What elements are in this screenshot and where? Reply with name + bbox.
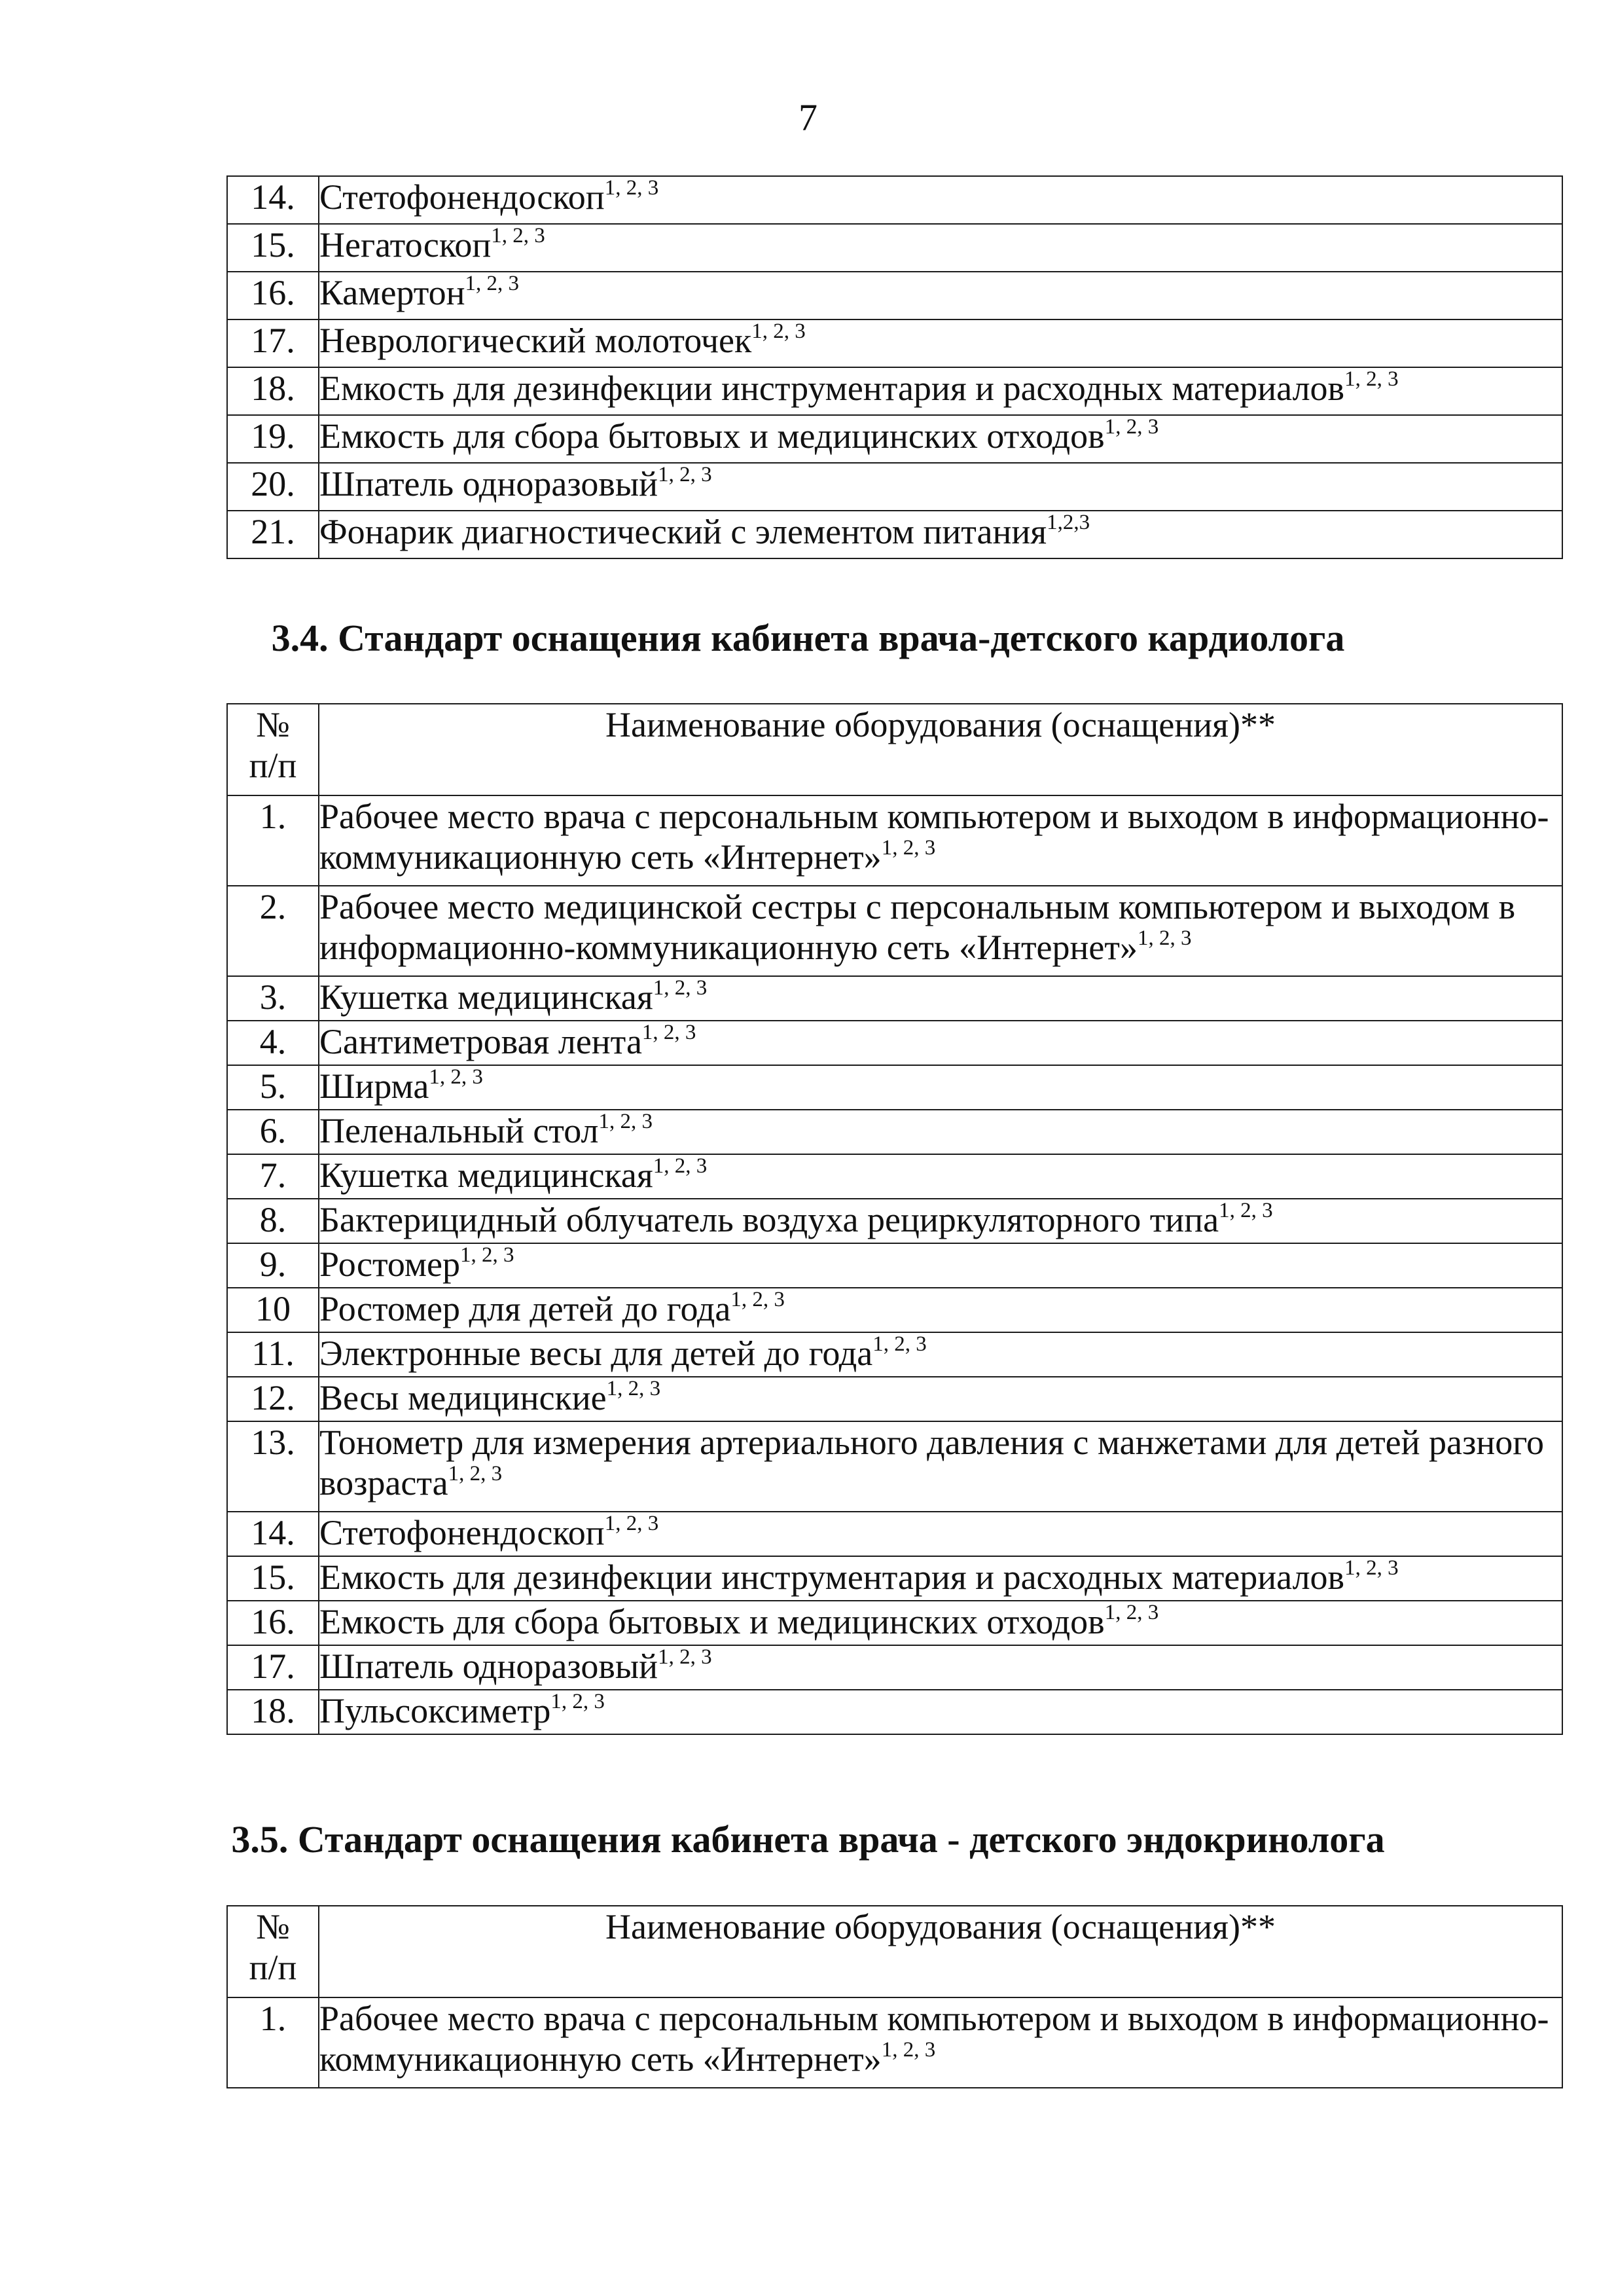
row-number: 19. — [227, 415, 319, 463]
row-number: 8. — [227, 1199, 319, 1243]
row-number: 12. — [227, 1377, 319, 1421]
equipment-name-text: Ростомер для детей до года — [319, 1289, 731, 1328]
table-row — [227, 463, 1562, 511]
footnote-marker: 1, 2, 3 — [1104, 1601, 1159, 1624]
equipment-name-text: Пеленальный стол — [319, 1111, 599, 1150]
equipment-table-continued — [226, 175, 1563, 559]
row-equipment-name — [319, 1512, 1562, 1556]
table-row — [227, 1601, 1562, 1645]
table-header-row — [227, 704, 1562, 795]
table-row — [227, 272, 1562, 319]
equipment-name-text: Неврологический молоточек — [319, 321, 752, 360]
table-row — [227, 224, 1562, 272]
row-equipment-name — [319, 886, 1562, 976]
row-equipment-name — [319, 1645, 1562, 1690]
table-row — [227, 886, 1562, 976]
footnote-marker: 1,2,3 — [1047, 511, 1090, 534]
row-equipment-name — [319, 795, 1562, 886]
row-number: 16. — [227, 272, 319, 319]
table-row — [227, 1199, 1562, 1243]
footnote-marker: 1, 2, 3 — [658, 1645, 712, 1669]
footnote-marker: 1, 2, 3 — [653, 976, 708, 1000]
table-row — [227, 176, 1562, 224]
footnote-marker: 1, 2, 3 — [598, 1110, 653, 1133]
equipment-name-text: Негатоскоп — [319, 225, 492, 264]
footnote-marker: 1, 2, 3 — [465, 272, 519, 295]
row-number: 16. — [227, 1601, 319, 1645]
equipment-name-text: Шпатель одноразовый — [319, 464, 658, 503]
row-equipment-name — [319, 176, 1562, 224]
footnote-marker: 1, 2, 3 — [751, 319, 806, 343]
row-equipment-name — [319, 1556, 1562, 1601]
header-num: № п/п — [227, 704, 319, 795]
equipment-name-text: Пульсоксиметр — [319, 1691, 551, 1730]
table-row — [227, 1154, 1562, 1199]
equipment-name-text: Ростомер — [319, 1245, 460, 1284]
row-number: 15. — [227, 1556, 319, 1601]
table-row — [227, 1997, 1562, 2088]
row-number: 10 — [227, 1288, 319, 1332]
equipment-name-text: Ширма — [319, 1066, 429, 1106]
footnote-marker: 1, 2, 3 — [606, 1377, 661, 1400]
header-name: Наименование оборудования (оснащения)** — [319, 1906, 1562, 1997]
header-name: Наименование оборудования (оснащения)** — [319, 704, 1562, 795]
footnote-marker: 1, 2, 3 — [658, 463, 712, 486]
row-equipment-name — [319, 1690, 1562, 1734]
equipment-table-endocrinologist — [226, 1905, 1563, 2088]
footnote-marker: 1, 2, 3 — [1219, 1199, 1273, 1222]
page-number: 7 — [799, 96, 817, 139]
row-equipment-name — [319, 1332, 1562, 1377]
row-number: 18. — [227, 367, 319, 415]
equipment-name-text: Емкость для сбора бытовых и медицинских отходов — [319, 1602, 1105, 1641]
table-row — [227, 1690, 1562, 1734]
footnote-marker: 1, 2, 3 — [641, 1021, 696, 1044]
table-row — [227, 1377, 1562, 1421]
row-number: 1. — [227, 1997, 319, 2088]
row-number: 18. — [227, 1690, 319, 1734]
equipment-name-text: Камертон — [319, 273, 465, 312]
row-equipment-name — [319, 224, 1562, 272]
equipment-name-text: Кушетка медицинская — [319, 1156, 653, 1195]
equipment-name-text: Сантиметровая лента — [319, 1022, 642, 1061]
row-equipment-name — [319, 319, 1562, 367]
footnote-marker: 1, 2, 3 — [653, 1154, 708, 1178]
footnote-marker: 1, 2, 3 — [429, 1065, 483, 1089]
row-number: 20. — [227, 463, 319, 511]
row-equipment-name — [319, 1154, 1562, 1199]
row-number: 6. — [227, 1110, 319, 1154]
row-equipment-name — [319, 1110, 1562, 1154]
row-number: 14. — [227, 1512, 319, 1556]
footnote-marker: 1, 2, 3 — [1344, 1556, 1399, 1580]
equipment-name-text: Фонарик диагностический с элементом питания — [319, 512, 1047, 551]
row-equipment-name — [319, 1601, 1562, 1645]
footnote-marker: 1, 2, 3 — [460, 1243, 514, 1267]
equipment-name-text: Тонометр для измерения артериального давления с манжетами для детей разного возраста — [319, 1423, 1545, 1503]
footnote-marker: 1, 2, 3 — [730, 1288, 785, 1311]
equipment-name-text: Емкость для дезинфекции инструментария и расходных материалов — [319, 369, 1345, 408]
header-num: № п/п — [227, 1906, 319, 1997]
equipment-name-text: Электронные весы для детей до года — [319, 1334, 873, 1373]
table-row — [227, 795, 1562, 886]
table-row — [227, 1110, 1562, 1154]
row-equipment-name — [319, 1288, 1562, 1332]
row-equipment-name — [319, 1065, 1562, 1110]
footnote-marker: 1, 2, 3 — [872, 1332, 927, 1356]
table-row — [227, 415, 1562, 463]
table-row — [227, 1556, 1562, 1601]
row-number: 17. — [227, 319, 319, 367]
row-equipment-name — [319, 272, 1562, 319]
row-number: 9. — [227, 1243, 319, 1288]
row-equipment-name — [319, 415, 1562, 463]
row-number: 2. — [227, 886, 319, 976]
equipment-table-cardiologist — [226, 703, 1563, 1735]
equipment-name-text: Рабочее место врача с персональным компьютером и выходом в информационно-коммуникационную сеть «Интернет» — [319, 797, 1549, 877]
row-number: 3. — [227, 976, 319, 1021]
footnote-marker: 1, 2, 3 — [1344, 367, 1399, 391]
row-number: 17. — [227, 1645, 319, 1690]
row-equipment-name — [319, 1997, 1562, 2088]
equipment-name-text: Весы медицинские — [319, 1378, 607, 1417]
row-number: 14. — [227, 176, 319, 224]
equipment-name-text: Бактерицидный облучатель воздуха рециркуляторного типа — [319, 1200, 1219, 1239]
equipment-name-text: Кушетка медицинская — [319, 977, 653, 1017]
footnote-marker: 1, 2, 3 — [604, 1512, 659, 1535]
table-row — [227, 367, 1562, 415]
equipment-name-text: Стетофонендоскоп — [319, 1513, 605, 1552]
footnote-marker: 1, 2, 3 — [881, 2038, 936, 2062]
equipment-name-text: Емкость для дезинфекции инструментария и расходных материалов — [319, 1558, 1345, 1597]
row-number: 1. — [227, 795, 319, 886]
table-row — [227, 1512, 1562, 1556]
row-equipment-name — [319, 976, 1562, 1021]
row-number: 4. — [227, 1021, 319, 1065]
row-number: 21. — [227, 511, 319, 558]
row-equipment-name — [319, 367, 1562, 415]
row-equipment-name — [319, 1021, 1562, 1065]
row-equipment-name — [319, 463, 1562, 511]
row-number: 5. — [227, 1065, 319, 1110]
footnote-marker: 1, 2, 3 — [1138, 926, 1192, 950]
section-title-3-4: 3.4. Стандарт оснащения кабинета врача-детского кардиолога — [271, 617, 1345, 659]
row-number: 13. — [227, 1421, 319, 1512]
row-equipment-name — [319, 1377, 1562, 1421]
table-header-row — [227, 1906, 1562, 1997]
row-number: 7. — [227, 1154, 319, 1199]
equipment-name-text: Шпатель одноразовый — [319, 1647, 658, 1686]
equipment-name-text: Емкость для сбора бытовых и медицинских отходов — [319, 416, 1105, 456]
footnote-marker: 1, 2, 3 — [604, 176, 659, 200]
table-row — [227, 1243, 1562, 1288]
row-equipment-name — [319, 1421, 1562, 1512]
table-row — [227, 1288, 1562, 1332]
table-row — [227, 1332, 1562, 1377]
footnote-marker: 1, 2, 3 — [1104, 415, 1159, 439]
table-row — [227, 1645, 1562, 1690]
footnote-marker: 1, 2, 3 — [491, 224, 545, 247]
equipment-name-text: Стетофонендоскоп — [319, 177, 605, 217]
table-row — [227, 319, 1562, 367]
footnote-marker: 1, 2, 3 — [550, 1690, 605, 1713]
row-equipment-name — [319, 511, 1562, 558]
table-row — [227, 976, 1562, 1021]
row-number: 15. — [227, 224, 319, 272]
table-row — [227, 1421, 1562, 1512]
row-number: 11. — [227, 1332, 319, 1377]
footnote-marker: 1, 2, 3 — [448, 1462, 503, 1485]
table-row — [227, 1065, 1562, 1110]
footnote-marker: 1, 2, 3 — [881, 836, 936, 860]
row-equipment-name — [319, 1199, 1562, 1243]
equipment-name-text: Рабочее место врача с персональным компьютером и выходом в информационно-коммуникационную сеть «Интернет» — [319, 1999, 1549, 2079]
row-equipment-name — [319, 1243, 1562, 1288]
equipment-name-text: Рабочее место медицинской сестры с персональным компьютером и выходом в информационно-коммуникационную сеть «Интернет» — [319, 887, 1516, 967]
table-row — [227, 1021, 1562, 1065]
section-title-3-5: 3.5. Стандарт оснащения кабинета врача - детского эндокринолога — [231, 1818, 1385, 1861]
table-row — [227, 511, 1562, 558]
